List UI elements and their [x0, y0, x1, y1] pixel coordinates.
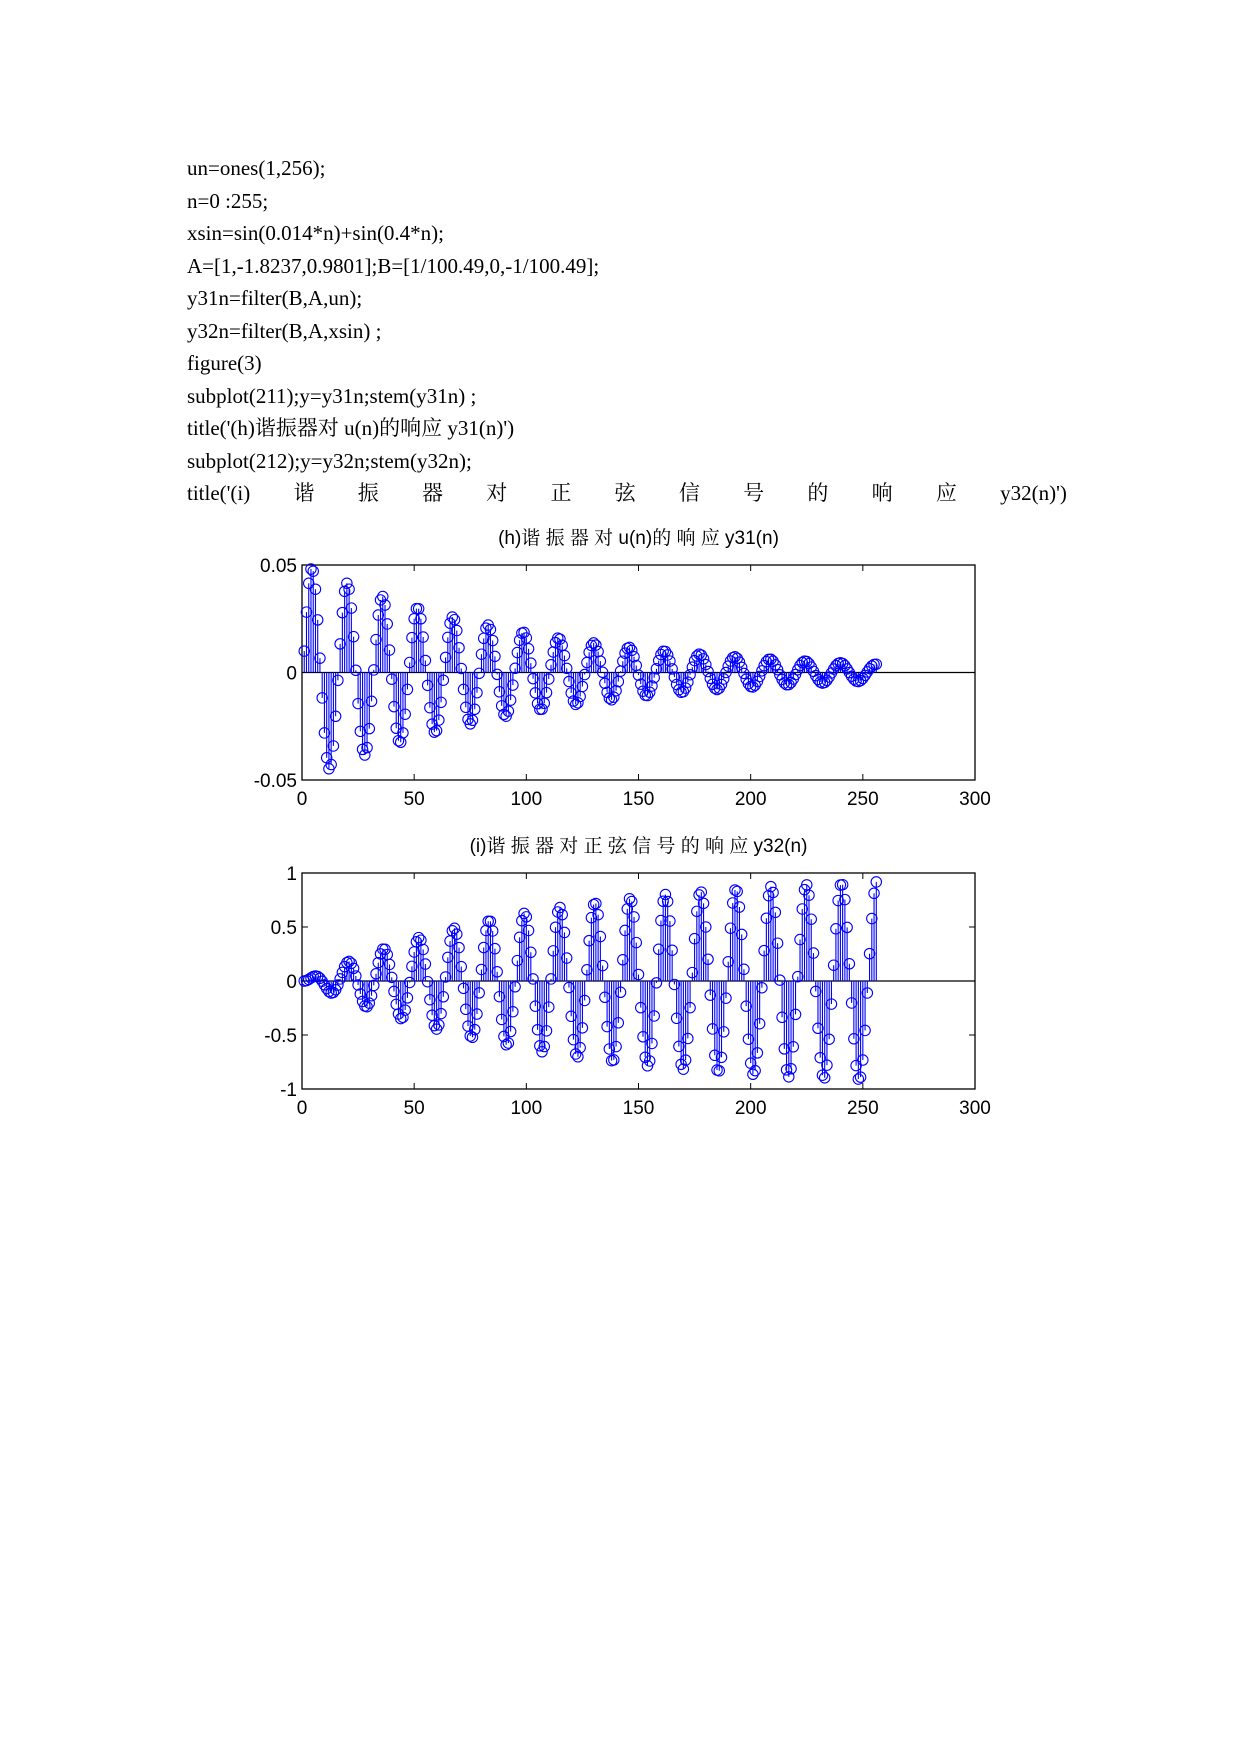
- code-line: un=ones(1,256);: [187, 156, 326, 180]
- x-tick-label: 300: [959, 789, 991, 810]
- x-tick-label: 300: [959, 1098, 991, 1119]
- code-token: 弦: [614, 481, 636, 505]
- x-tick-label: 0: [296, 1098, 308, 1119]
- chart-title: (h)谐 振 器 对 u(n)的 响 应 y31(n): [498, 528, 779, 549]
- y-tick-label: 0: [286, 663, 297, 685]
- x-tick-label: 200: [734, 1098, 767, 1119]
- code-token: 号: [743, 481, 765, 505]
- x-tick-label: 200: [734, 789, 767, 810]
- chart-title: (i)谐 振 器 对 正 弦 信 号 的 响 应 y32(n): [469, 836, 808, 857]
- x-tick-label: 50: [403, 789, 425, 810]
- code-token: y32(n)'): [1000, 481, 1067, 505]
- x-tick-label: 250: [846, 789, 879, 810]
- x-tick-label: 50: [403, 1098, 425, 1119]
- code-token: 正: [550, 481, 572, 505]
- y-tick-label: -0.05: [253, 771, 297, 792]
- code-line: y32n=filter(B,A,xsin) ;: [187, 318, 382, 343]
- subplot-1: [254, 527, 991, 810]
- code-token: 振: [357, 481, 379, 505]
- code-token: title('(i): [187, 481, 251, 505]
- code-line: xsin=sin(0.014*n)+sin(0.4*n);: [187, 221, 445, 245]
- x-tick-label: 150: [622, 1098, 655, 1119]
- code-token: 谐: [293, 481, 315, 505]
- code-token: 器: [421, 481, 443, 505]
- code-line: y31n=filter(B,A,un);: [187, 286, 363, 310]
- stem-series: [299, 564, 881, 774]
- code-line: A=[1,-1.8237,0.9801];B=[1/100.49,0,-1/100.49];: [187, 253, 600, 278]
- y-tick-label: 0.5: [270, 918, 297, 939]
- y-tick-label: 1: [286, 864, 297, 885]
- subplot-2: [264, 835, 991, 1119]
- y-tick-label: 0.05: [260, 556, 297, 577]
- x-tick-label: 100: [510, 1098, 543, 1119]
- code-token: 对: [486, 481, 508, 505]
- y-tick-label: -0.5: [264, 1026, 297, 1047]
- y-tick-label: 0: [286, 972, 297, 993]
- code-token: 应: [935, 481, 957, 505]
- code-line: subplot(212);y=y32n;stem(y32n);: [187, 448, 472, 473]
- code-line: n=0 :255;: [187, 188, 269, 213]
- code-line: title('(h)谐振器对 u(n)的响应 y31(n)'): [187, 416, 515, 440]
- code-token: 信: [678, 481, 700, 505]
- code-token: 的: [807, 481, 829, 505]
- code-line: subplot(211);y=y31n;stem(y31n) ;: [187, 383, 477, 408]
- x-tick-label: 100: [510, 789, 543, 810]
- code-token: 响: [871, 481, 893, 505]
- code-line: figure(3): [187, 351, 262, 375]
- x-tick-label: 150: [622, 789, 655, 810]
- y-tick-label: -1: [280, 1080, 297, 1101]
- x-tick-label: 0: [296, 789, 308, 810]
- x-tick-label: 250: [846, 1098, 879, 1119]
